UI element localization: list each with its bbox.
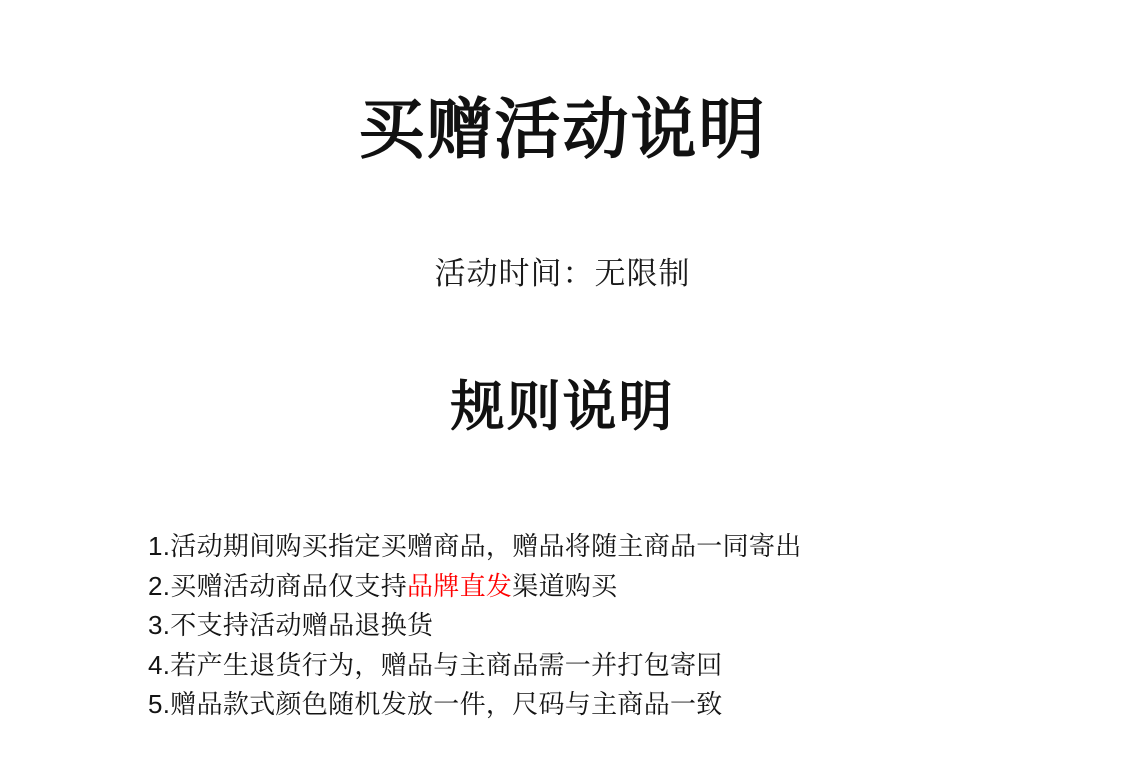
list-item	[148, 527, 1125, 567]
list-item	[148, 606, 1125, 646]
rule-text-before: 若产生退货行为，赠品与主商品需一并打包寄回	[170, 649, 723, 680]
rule-text-after: 渠道购买	[512, 570, 618, 601]
promo-rules-page	[0, 44, 1125, 764]
rule-index: 3.	[148, 610, 171, 641]
list-item	[148, 567, 1125, 607]
rule-index: 1.	[148, 531, 171, 562]
activity-period-text: 活动时间：无限制	[434, 256, 691, 292]
list-item	[148, 646, 1125, 686]
rule-text-before: 赠品款式颜色随机发放一件，尺码与主商品一致	[170, 689, 723, 720]
rule-text-before: 买赠活动商品仅支持	[170, 570, 407, 601]
rule-text-before: 活动期间购买指定买赠商品，赠品将随主商品一同寄出	[170, 531, 802, 562]
rule-index: 5.	[148, 689, 171, 720]
page-title: 买赠活动说明	[358, 92, 767, 167]
rules-section-heading: 规则说明	[450, 377, 675, 438]
rule-text-highlight: 品牌直发	[407, 570, 513, 601]
rule-text-before: 不支持活动赠品退换货	[170, 610, 434, 641]
rule-index: 2.	[148, 570, 171, 601]
rules-list	[0, 479, 1125, 725]
list-item	[148, 685, 1125, 725]
rule-index: 4.	[148, 649, 171, 680]
